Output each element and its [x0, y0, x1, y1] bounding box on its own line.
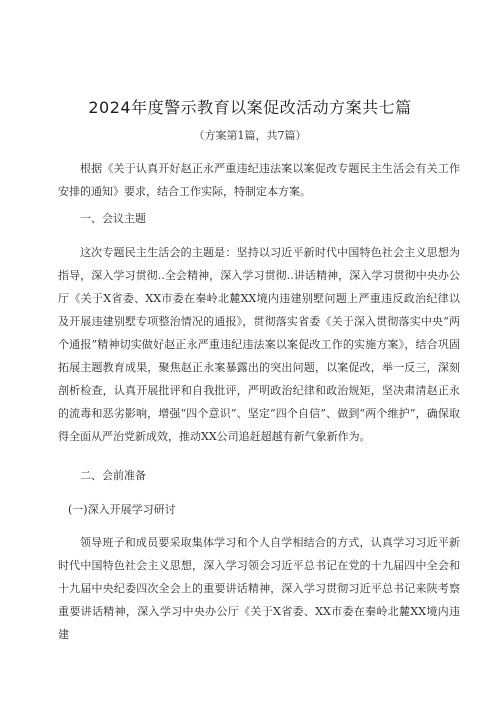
document-title: 2024年度警示教育以案促改活动方案共七篇: [88, 98, 412, 117]
section-paragraph-study: 领导班子和成员要采取集体学习和个人自学相结合的方式，认真学习习近平新时代中国特色社会主义思想，深入学习领会习近平总书记在党的十九届四中全会和十九届中央纪委四次全会上的重要讲话精神，深入学习贯彻习近平总书记来陕考察重要讲话精神，深入学习中央办公厅《关于X省委、XX市委在秦岭北麓XX境内违建: [58, 536, 460, 641]
intro-paragraph: 根据《关于认真开好赵正永严重违纪违法案以案促改专题民主生活会有关工作安排的通知》要求，结合工作实际，特制定本方案。: [58, 162, 460, 198]
subsection-heading-study: (一)深入开展学习研讨: [68, 503, 176, 516]
section-paragraph-topic: 这次专题民主生活会的主题是：坚持以习近平新时代中国特色社会主义思想为指导，深入学习贯彻..全会精神，深入学习贯彻..讲话精神，深入学习贯彻中央办公厅《关于X省委、XX市委在秦岭北麓XX境内违建别墅问题上严重违反政治纪律以及开展违建别墅专项整治情况的通报》，贯彻落实省委《关于深入贯彻落实中央“两个通报”精神切实做好赵正永严重违纪违法案以案促改工作的实施方案》，结合巩固拓展主题教育成果，聚焦赵正永案暴露出的突出问题，以案促改，举一反三，深刻剖析检查，认真开展批评和自我批评，严明政治纪律和政治规矩，坚决肃清赵正永的流毒和恶劣影响，增强“四个意识”、坚定“四个自信”、做到“两个维护”，确保取得全面从严治党新成效，推动XX公司追赶超越有新气象新作为。: [58, 246, 460, 443]
document-subtitle: （方案第1篇，共7篇）: [193, 129, 307, 142]
section-heading-preparation: 二、会前准备: [80, 469, 146, 482]
section-heading-topic: 一、会议主题: [80, 212, 146, 225]
